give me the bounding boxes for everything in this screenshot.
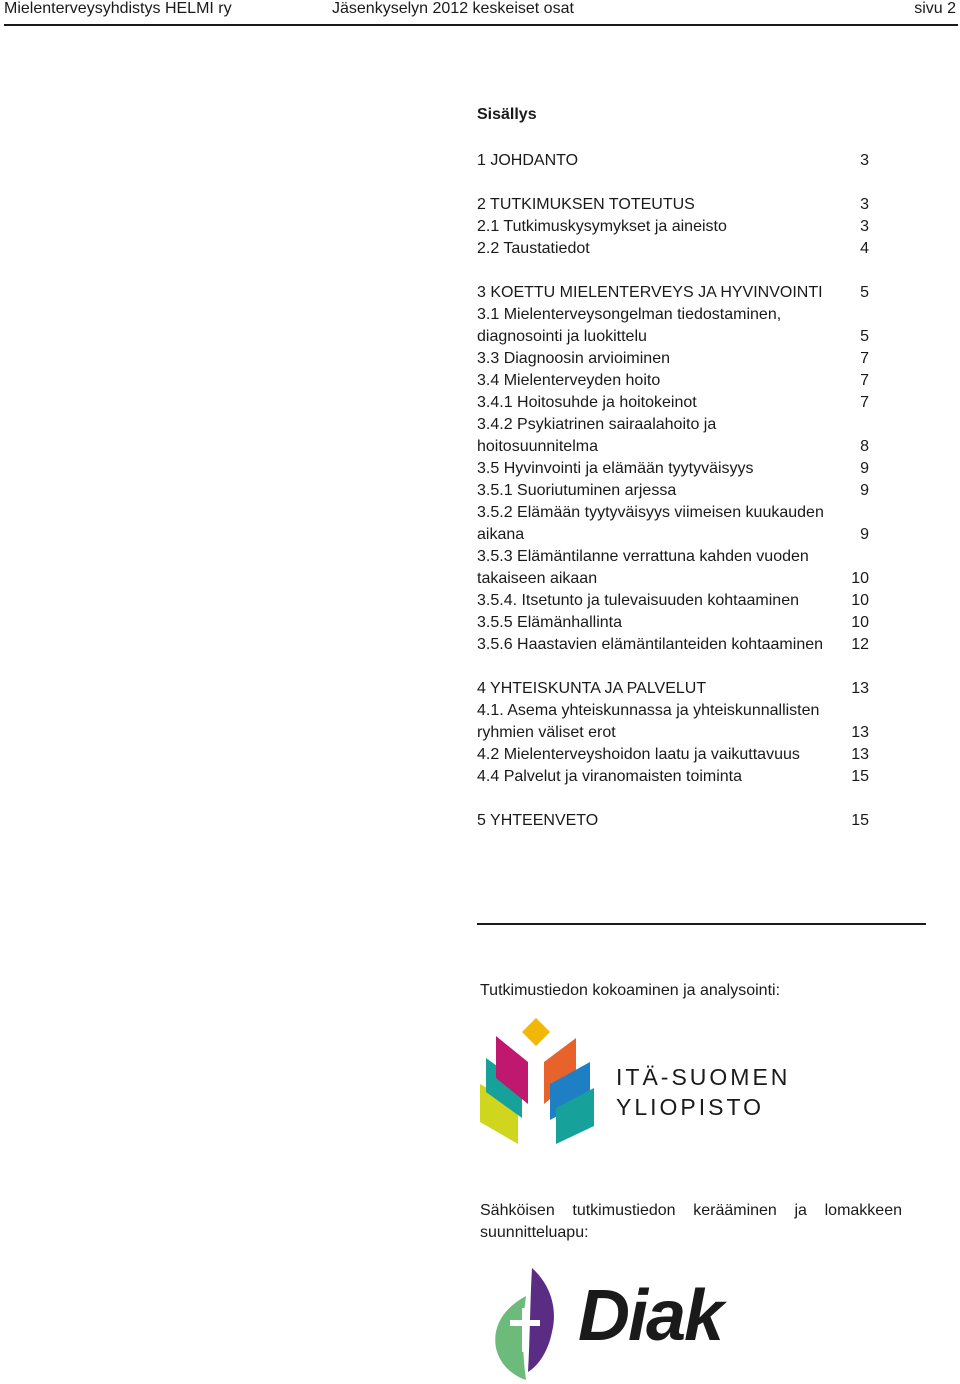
uef-logo-icon (478, 1018, 598, 1146)
toc-entry-title: 2.2 Taustatiedot (477, 240, 590, 257)
toc-entry (477, 150, 897, 172)
toc-entry-title: 5 YHTEENVETO (477, 812, 599, 829)
diak-logo-icon (492, 1268, 558, 1380)
toc-entry-title: 3.5.2 Elämään tyytyväisyys viimeisen kuukauden aikana (477, 504, 824, 543)
toc-gap (477, 260, 897, 282)
uef-wordmark (616, 1062, 790, 1122)
toc-entry (477, 216, 897, 238)
header-document-title: Jäsenkyselyn 2012 keskeiset osat (332, 0, 574, 17)
toc-entry-title: 3.5 Hyvinvointi ja elämään tyytyväisyys (477, 460, 754, 477)
toc-entry-title: 3.5.4. Itsetunto ja tulevaisuuden kohtaaminen (477, 592, 799, 609)
toc-entry (477, 744, 897, 766)
toc-entry-title: 3.5.6 Haastavien elämäntilanteiden kohtaaminen (477, 636, 824, 653)
survey-label: Sähköisen tutkimustiedon kerääminen ja lomakkeen suunnitteluapu: (480, 1202, 902, 1241)
toc-entry (477, 304, 897, 348)
diak-wordmark: Diak (578, 1276, 723, 1356)
diak-leaf-left (495, 1296, 526, 1380)
toc-entry-page: 9 (860, 460, 869, 477)
toc-gap (477, 788, 897, 810)
toc-entry (477, 348, 897, 370)
toc-entry-title: 3.5.3 Elämäntilanne verrattuna kahden vuoden takaiseen aikaan (477, 548, 809, 587)
toc-entry-title: 1 JOHDANTO (477, 152, 579, 169)
toc-entry (477, 238, 897, 260)
toc-entry-page: 10 (851, 614, 869, 631)
toc-divider (477, 923, 926, 925)
toc-entry (477, 458, 897, 480)
uef-diamond-icon (522, 1018, 550, 1046)
toc-entry-page: 8 (860, 438, 869, 455)
toc-entry (477, 480, 897, 502)
diak-cross-horizontal (510, 1320, 540, 1326)
toc-entry-title: 4 YHTEISKUNTA JA PALVELUT (477, 680, 707, 697)
table-of-contents (477, 150, 897, 832)
toc-entry-page: 7 (860, 372, 869, 389)
toc-entry-title: 2.1 Tutkimuskysymykset ja aineisto (477, 218, 727, 235)
toc-entry (477, 502, 897, 546)
toc-entry-page: 15 (851, 768, 869, 785)
toc-entry-title: 3.3 Diagnoosin arvioiminen (477, 350, 670, 367)
toc-entry-title: 3.5.5 Elämänhallinta (477, 614, 622, 631)
toc-entry-page: 10 (851, 592, 869, 609)
toc-entry-page: 13 (851, 680, 869, 697)
toc-entry-title: 4.4 Palvelut ja viranomaisten toiminta (477, 768, 743, 785)
toc-entry (477, 612, 897, 634)
toc-entry (477, 282, 897, 304)
toc-entry-page: 7 (860, 350, 869, 367)
toc-entry (477, 414, 897, 458)
uef-wordmark-line2: YLIOPISTO (616, 1094, 765, 1120)
toc-entry (477, 546, 897, 590)
toc-entry (477, 392, 897, 414)
toc-entry-page: 7 (860, 394, 869, 411)
toc-entry-page: 10 (851, 570, 869, 587)
toc-entry-page: 12 (851, 636, 869, 653)
toc-entry-page: 5 (860, 328, 869, 345)
toc-entry-title: 4.1. Asema yhteiskunnassa ja yhteiskunnallisten ryhmien väliset erot (477, 702, 820, 741)
diak-cross-vertical (522, 1308, 528, 1352)
toc-entry-page: 9 (860, 526, 869, 543)
toc-entry (477, 370, 897, 392)
toc-entry-title: 3.5.1 Suoriutuminen arjessa (477, 482, 677, 499)
toc-gap (477, 656, 897, 678)
research-label: Tutkimustiedon kokoaminen ja analysointi: (480, 982, 781, 999)
toc-gap (477, 172, 897, 194)
toc-entry (477, 810, 897, 832)
toc-entry-page: 3 (860, 196, 869, 213)
toc-entry-page: 4 (860, 240, 869, 257)
toc-title: Sisällys (477, 106, 537, 123)
toc-entry-title: 3.4.2 Psykiatrinen sairaalahoito ja hoitosuunnitelma (477, 416, 717, 455)
toc-entry-page: 15 (851, 812, 869, 829)
header-organization: Mielenterveysyhdistys HELMI ry (4, 0, 232, 17)
toc-entry-title: 3.1 Mielenterveysongelman tiedostaminen, diagnosointi ja luokittelu (477, 306, 782, 345)
toc-entry-title: 2 TUTKIMUKSEN TOTEUTUS (477, 196, 695, 213)
toc-entry-title: 3.4 Mielenterveyden hoito (477, 372, 661, 389)
toc-entry-title: 3 KOETTU MIELENTERVEYS JA HYVINVOINTI (477, 284, 823, 301)
toc-entry-page: 9 (860, 482, 869, 499)
toc-entry (477, 766, 897, 788)
toc-entry (477, 194, 897, 216)
toc-entry (477, 700, 897, 744)
header-divider (4, 24, 958, 26)
toc-entry-title: 4.2 Mielenterveyshoidon laatu ja vaikuttavuus (477, 746, 800, 763)
toc-entry (477, 590, 897, 612)
toc-entry (477, 678, 897, 700)
toc-entry-page: 13 (851, 746, 869, 763)
toc-entry-page: 5 (860, 284, 869, 301)
header-page-number: sivu 2 (914, 0, 956, 17)
toc-entry-title: 3.4.1 Hoitosuhde ja hoitokeinot (477, 394, 697, 411)
toc-entry-page: 3 (860, 152, 869, 169)
page-header (0, 0, 960, 26)
toc-entry-page: 13 (851, 724, 869, 741)
toc-entry-page: 3 (860, 218, 869, 235)
uef-wordmark-line1: ITÄ-SUOMEN (616, 1064, 791, 1090)
toc-entry (477, 634, 897, 656)
